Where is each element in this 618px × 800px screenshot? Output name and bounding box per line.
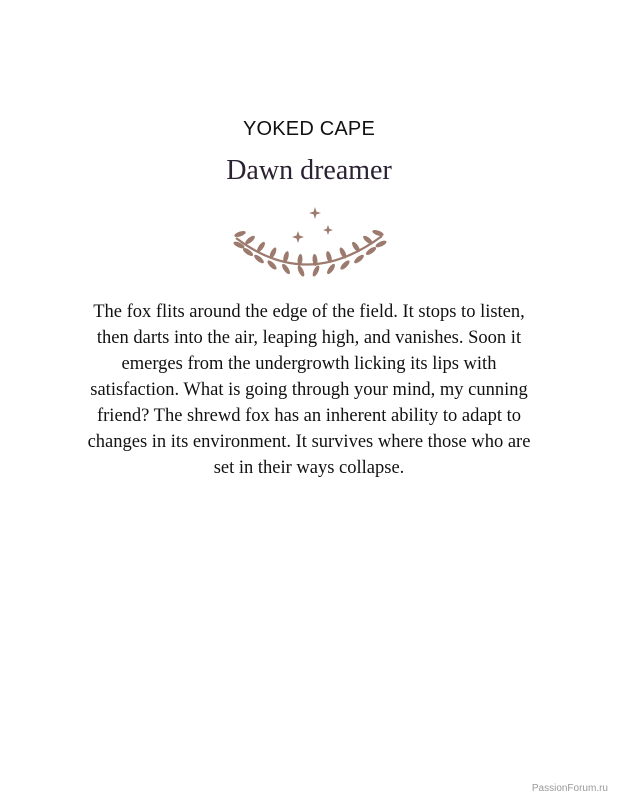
watermark-text: PassionForum.ru [531, 783, 608, 794]
page-title: Dawn dreamer [226, 155, 392, 186]
page-kicker: YOKED CAPE [242, 118, 376, 140]
body-paragraph: The fox flits around the edge of the field. It stops to listen, then darts into the air, leaping high, and vanishes. Soon it emerges from the undergrowth licking its lips with satisfaction. What is going through your mind, my cunning friend? The shrewd fox has an inherent ability to adapt to changes in its environment. It survives where those who are set in their ways collapse. [87, 302, 531, 478]
laurel-wreath-with-stars-icon [222, 200, 392, 280]
